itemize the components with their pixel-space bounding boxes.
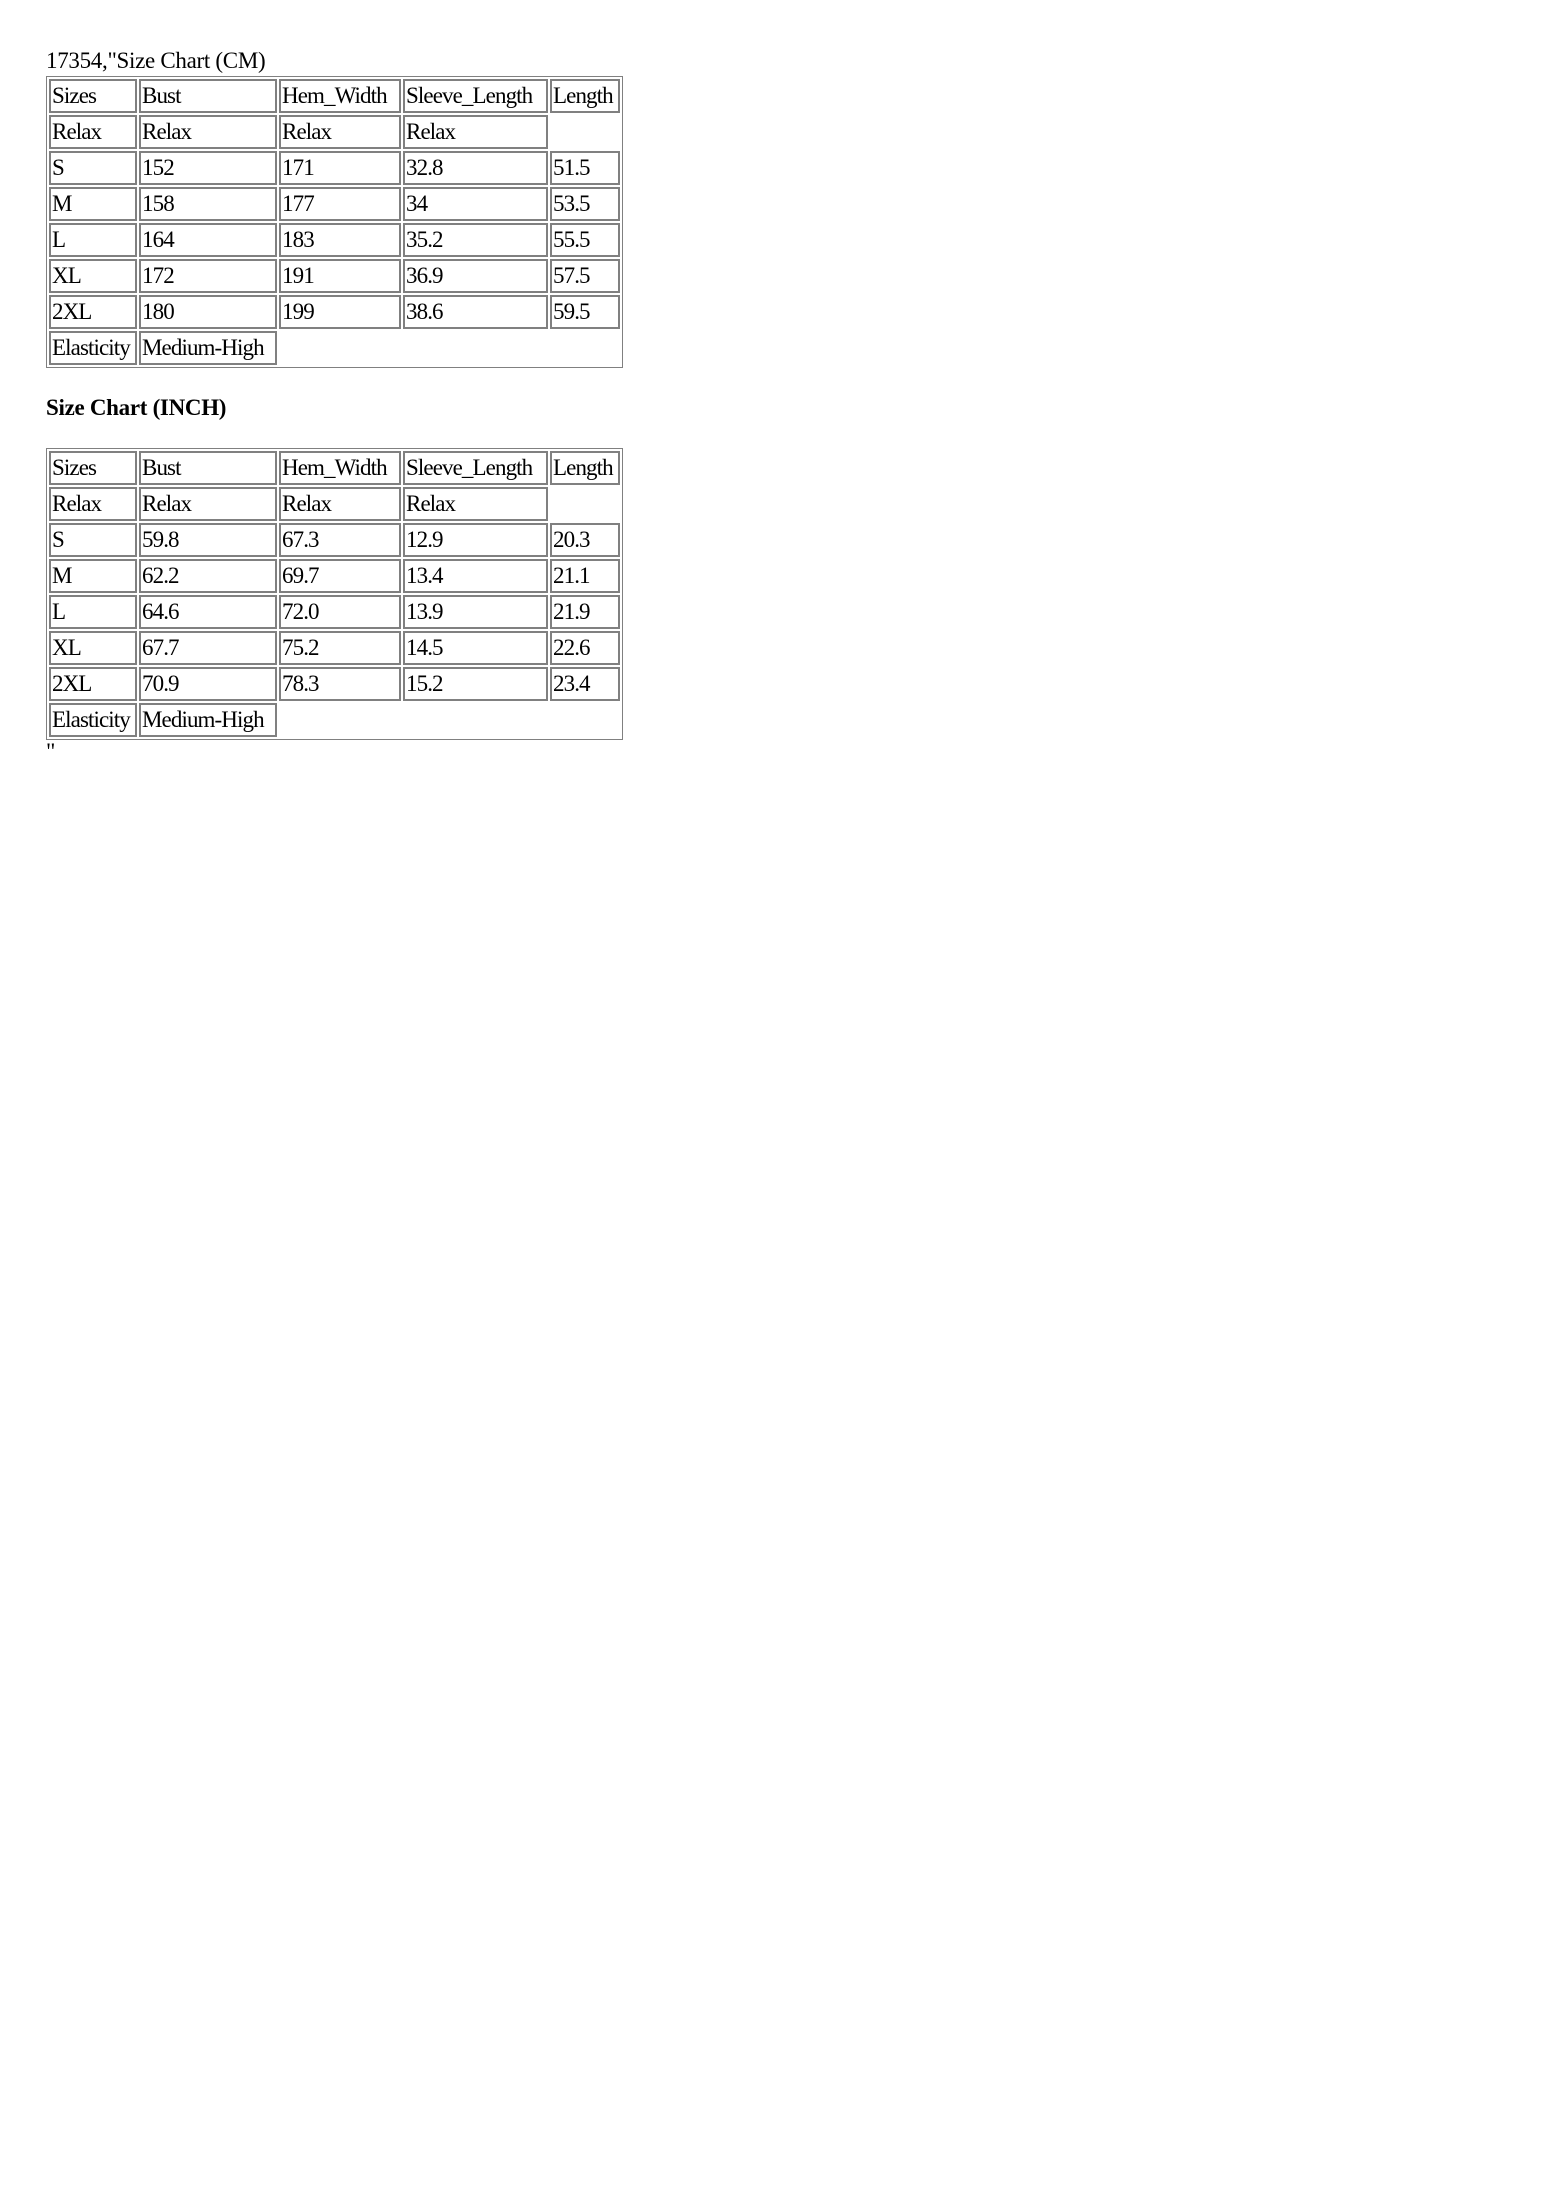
table-row (49, 151, 620, 185)
fit-row (49, 115, 620, 149)
header-cell-sizes: Sizes (49, 79, 137, 113)
table-cell: XL (49, 259, 137, 293)
closing-quote-text: " (46, 739, 56, 764)
table-header-row (49, 79, 620, 113)
header-cell-hem-width: Hem_Width (279, 79, 401, 113)
table-cell: 53.5 (550, 187, 620, 221)
table-cell: M (49, 559, 137, 593)
table-cell: 78.3 (279, 667, 401, 701)
table-cell: 20.3 (550, 523, 620, 557)
table-row (49, 595, 620, 629)
empty-cell (550, 487, 620, 521)
table-cell: 152 (139, 151, 277, 185)
table-cell: 2XL (49, 295, 137, 329)
fit-cell: Relax (403, 487, 548, 521)
fit-cell: Relax (49, 115, 137, 149)
header-cell-bust: Bust (139, 451, 277, 485)
table-cell: L (49, 595, 137, 629)
table-cell: XL (49, 631, 137, 665)
table-row (49, 295, 620, 329)
table-row (49, 223, 620, 257)
table-row (49, 667, 620, 701)
table-cell: S (49, 523, 137, 557)
table-cell: 2XL (49, 667, 137, 701)
table-cell: 72.0 (279, 595, 401, 629)
table-cell: 34 (403, 187, 548, 221)
table-cell: 177 (279, 187, 401, 221)
table-cell: 67.3 (279, 523, 401, 557)
table-cell: 75.2 (279, 631, 401, 665)
table-cell: 13.4 (403, 559, 548, 593)
table-cell: 13.9 (403, 595, 548, 629)
table-cell: 12.9 (403, 523, 548, 557)
empty-cell (550, 703, 620, 737)
header-cell-sleeve-length: Sleeve_Length (403, 451, 548, 485)
table-cell: M (49, 187, 137, 221)
table-cell: 38.6 (403, 295, 548, 329)
table-cell: 59.5 (550, 295, 620, 329)
fit-cell: Relax (279, 487, 401, 521)
empty-cell (403, 703, 548, 737)
table-row (49, 523, 620, 557)
empty-cell (550, 331, 620, 365)
elasticity-row (49, 703, 620, 737)
table-cell: 21.1 (550, 559, 620, 593)
table-cell: 51.5 (550, 151, 620, 185)
table-cell: 22.6 (550, 631, 620, 665)
elasticity-value-cell: Medium-High (139, 703, 277, 737)
fit-cell: Relax (49, 487, 137, 521)
size-chart-cm-table (46, 76, 623, 368)
empty-cell (550, 115, 620, 149)
table-cell: 180 (139, 295, 277, 329)
fit-cell: Relax (139, 487, 277, 521)
table-row (49, 631, 620, 665)
table-cell: 172 (139, 259, 277, 293)
header-cell-length: Length (550, 79, 620, 113)
table-cell: 183 (279, 223, 401, 257)
table-cell: 158 (139, 187, 277, 221)
header-cell-bust: Bust (139, 79, 277, 113)
table-cell: 36.9 (403, 259, 548, 293)
elasticity-label-cell: Elasticity (49, 703, 137, 737)
table-header-row (49, 451, 620, 485)
table-row (49, 259, 620, 293)
table-cell: L (49, 223, 137, 257)
inch-section-heading: Size Chart (INCH) (46, 395, 227, 420)
fit-cell: Relax (403, 115, 548, 149)
table-cell: 55.5 (550, 223, 620, 257)
header-cell-sleeve-length: Sleeve_Length (403, 79, 548, 113)
table-cell: 35.2 (403, 223, 548, 257)
fit-cell: Relax (139, 115, 277, 149)
header-cell-hem-width: Hem_Width (279, 451, 401, 485)
header-cell-sizes: Sizes (49, 451, 137, 485)
table-cell: S (49, 151, 137, 185)
empty-cell (279, 703, 401, 737)
table-cell: 21.9 (550, 595, 620, 629)
table-cell: 15.2 (403, 667, 548, 701)
elasticity-value-cell: Medium-High (139, 331, 277, 365)
empty-cell (403, 331, 548, 365)
elasticity-row (49, 331, 620, 365)
table-row (49, 559, 620, 593)
elasticity-label-cell: Elasticity (49, 331, 137, 365)
fit-row (49, 487, 620, 521)
document-page (46, 46, 846, 764)
table-row (49, 187, 620, 221)
empty-cell (279, 331, 401, 365)
table-cell: 199 (279, 295, 401, 329)
table-cell: 67.7 (139, 631, 277, 665)
header-cell-length: Length (550, 451, 620, 485)
intro-text: 17354,"Size Chart (CM) (46, 48, 266, 73)
table-cell: 32.8 (403, 151, 548, 185)
table-cell: 14.5 (403, 631, 548, 665)
table-cell: 64.6 (139, 595, 277, 629)
table-cell: 69.7 (279, 559, 401, 593)
table-cell: 23.4 (550, 667, 620, 701)
table-cell: 70.9 (139, 667, 277, 701)
table-cell: 57.5 (550, 259, 620, 293)
table-cell: 59.8 (139, 523, 277, 557)
table-cell: 164 (139, 223, 277, 257)
fit-cell: Relax (279, 115, 401, 149)
size-chart-inch-table (46, 448, 623, 740)
table-cell: 171 (279, 151, 401, 185)
table-cell: 191 (279, 259, 401, 293)
table-cell: 62.2 (139, 559, 277, 593)
